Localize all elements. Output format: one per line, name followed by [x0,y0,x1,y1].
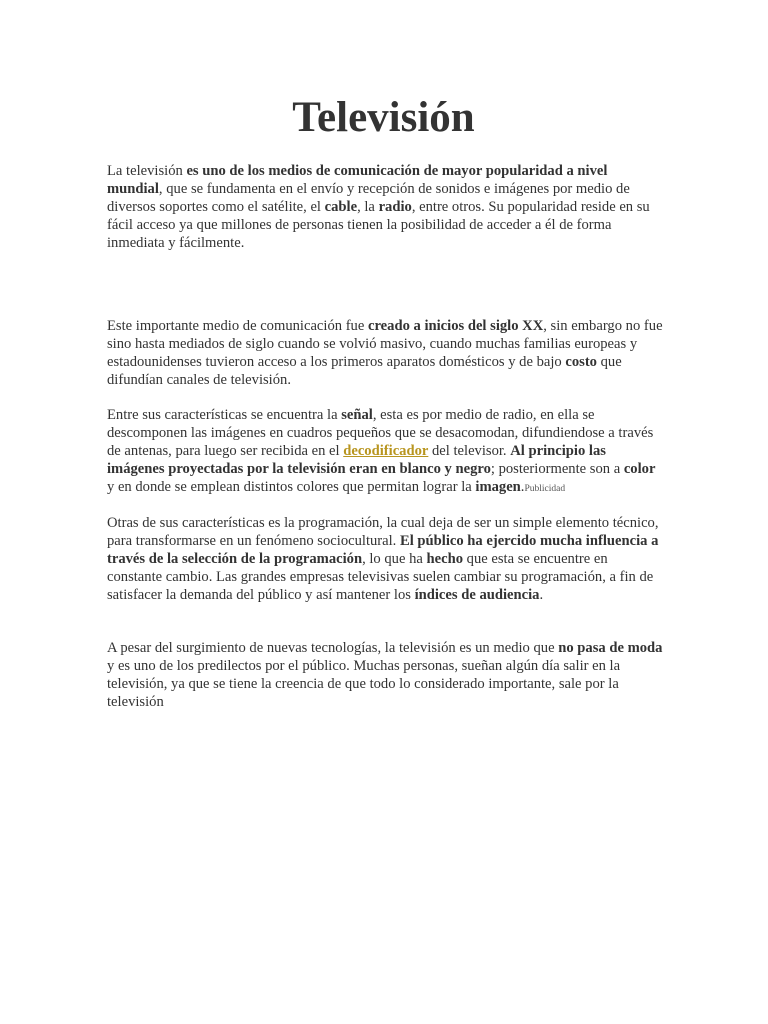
text-span: Este importante medio de comunicación fue [107,318,368,334]
text-span: , la [357,199,379,215]
paragraph-history [107,317,663,389]
text-span: . [539,587,544,603]
text-span: que esta se encuentre en constante cambio. Las grandes empresas televisivas suelen cambiar su programación, a fin de satisfacer la demanda del público y así mantener los [107,551,654,603]
text-span: , esta es por medio de radio, en ella se descomponen las imágenes en cuadros pequeños que se desacomodan, difundiendose a través de antenas, para luego ser recibida en el [107,407,654,459]
text-span: , que se fundamenta en el envío y recepción de sonidos e imágenes por medio de diversos soportes como el satélite, el [107,181,630,215]
bold-text: es uno de los medios de comunicación de mayor popularidad a nivel mundial [107,163,608,197]
bold-text: El público ha ejercido mucha influencia a través de la selección de la programación [107,533,659,567]
text-span: A pesar del surgimiento de nuevas tecnologías, la televisión es un medio que [107,640,559,656]
bold-text: creado a inicios del siglo XX [367,318,544,334]
paragraph-intro [107,162,663,252]
bold-text: Al principio las imágenes proyectadas por la televisión eran en blanco y negro [107,443,606,477]
bold-text: radio [378,199,412,215]
text-span: , sin embargo no fue sino hasta mediados de siglo cuando se volvió masivo, cuando muchas familias europeas y estadounidenses tuvieron acceso a los primeros aparatos domésticos y de bajo [107,318,663,370]
paragraph-signal [107,406,663,498]
text-span: del televisor. [428,443,511,459]
page-title: Televisión [292,94,475,141]
text-span: ; posteriormente son a [490,461,624,477]
text-span: Otras de sus características es la programación, la cual deja de ser un simple elemento técnico, para transformarse en un fenómeno sociocultural. [107,515,659,549]
paragraph-conclusion [107,639,663,711]
bold-text: señal [341,407,373,423]
bold-text: índices de audiencia [414,587,540,603]
text-span: , entre otros. Su popularidad reside en su fácil acceso ya que millones de personas tienen la posibilidad de acceder a él de forma inmediata y fácilmente. [107,199,650,251]
text-span: Entre sus características se encuentra la [107,407,342,423]
bold-text: imagen [475,479,521,495]
paragraph-programming [107,514,663,604]
text-span: . [520,479,525,495]
text-span: y en donde se emplean distintos colores que permitan lograr la [107,479,476,495]
bold-text: color [623,461,656,477]
text-span: que difundían canales de televisión. [107,354,622,388]
text-span: La televisión [107,163,187,179]
text-span: y es uno de los predilectos por el público. Muchas personas, sueñan algún día salir en la televisión, ya que se tiene la creencia de que todo lo considerado importante, sale por la televisión [107,658,621,710]
bold-text: no pasa de moda [558,640,663,656]
text-span: , lo que ha [362,551,427,567]
decodificador-link[interactable]: decodificador [343,443,429,459]
bold-text: costo [565,354,597,370]
bold-text: cable [324,199,358,215]
bold-text: hecho [426,551,464,567]
advertisement-label: Publicidad [524,484,566,494]
